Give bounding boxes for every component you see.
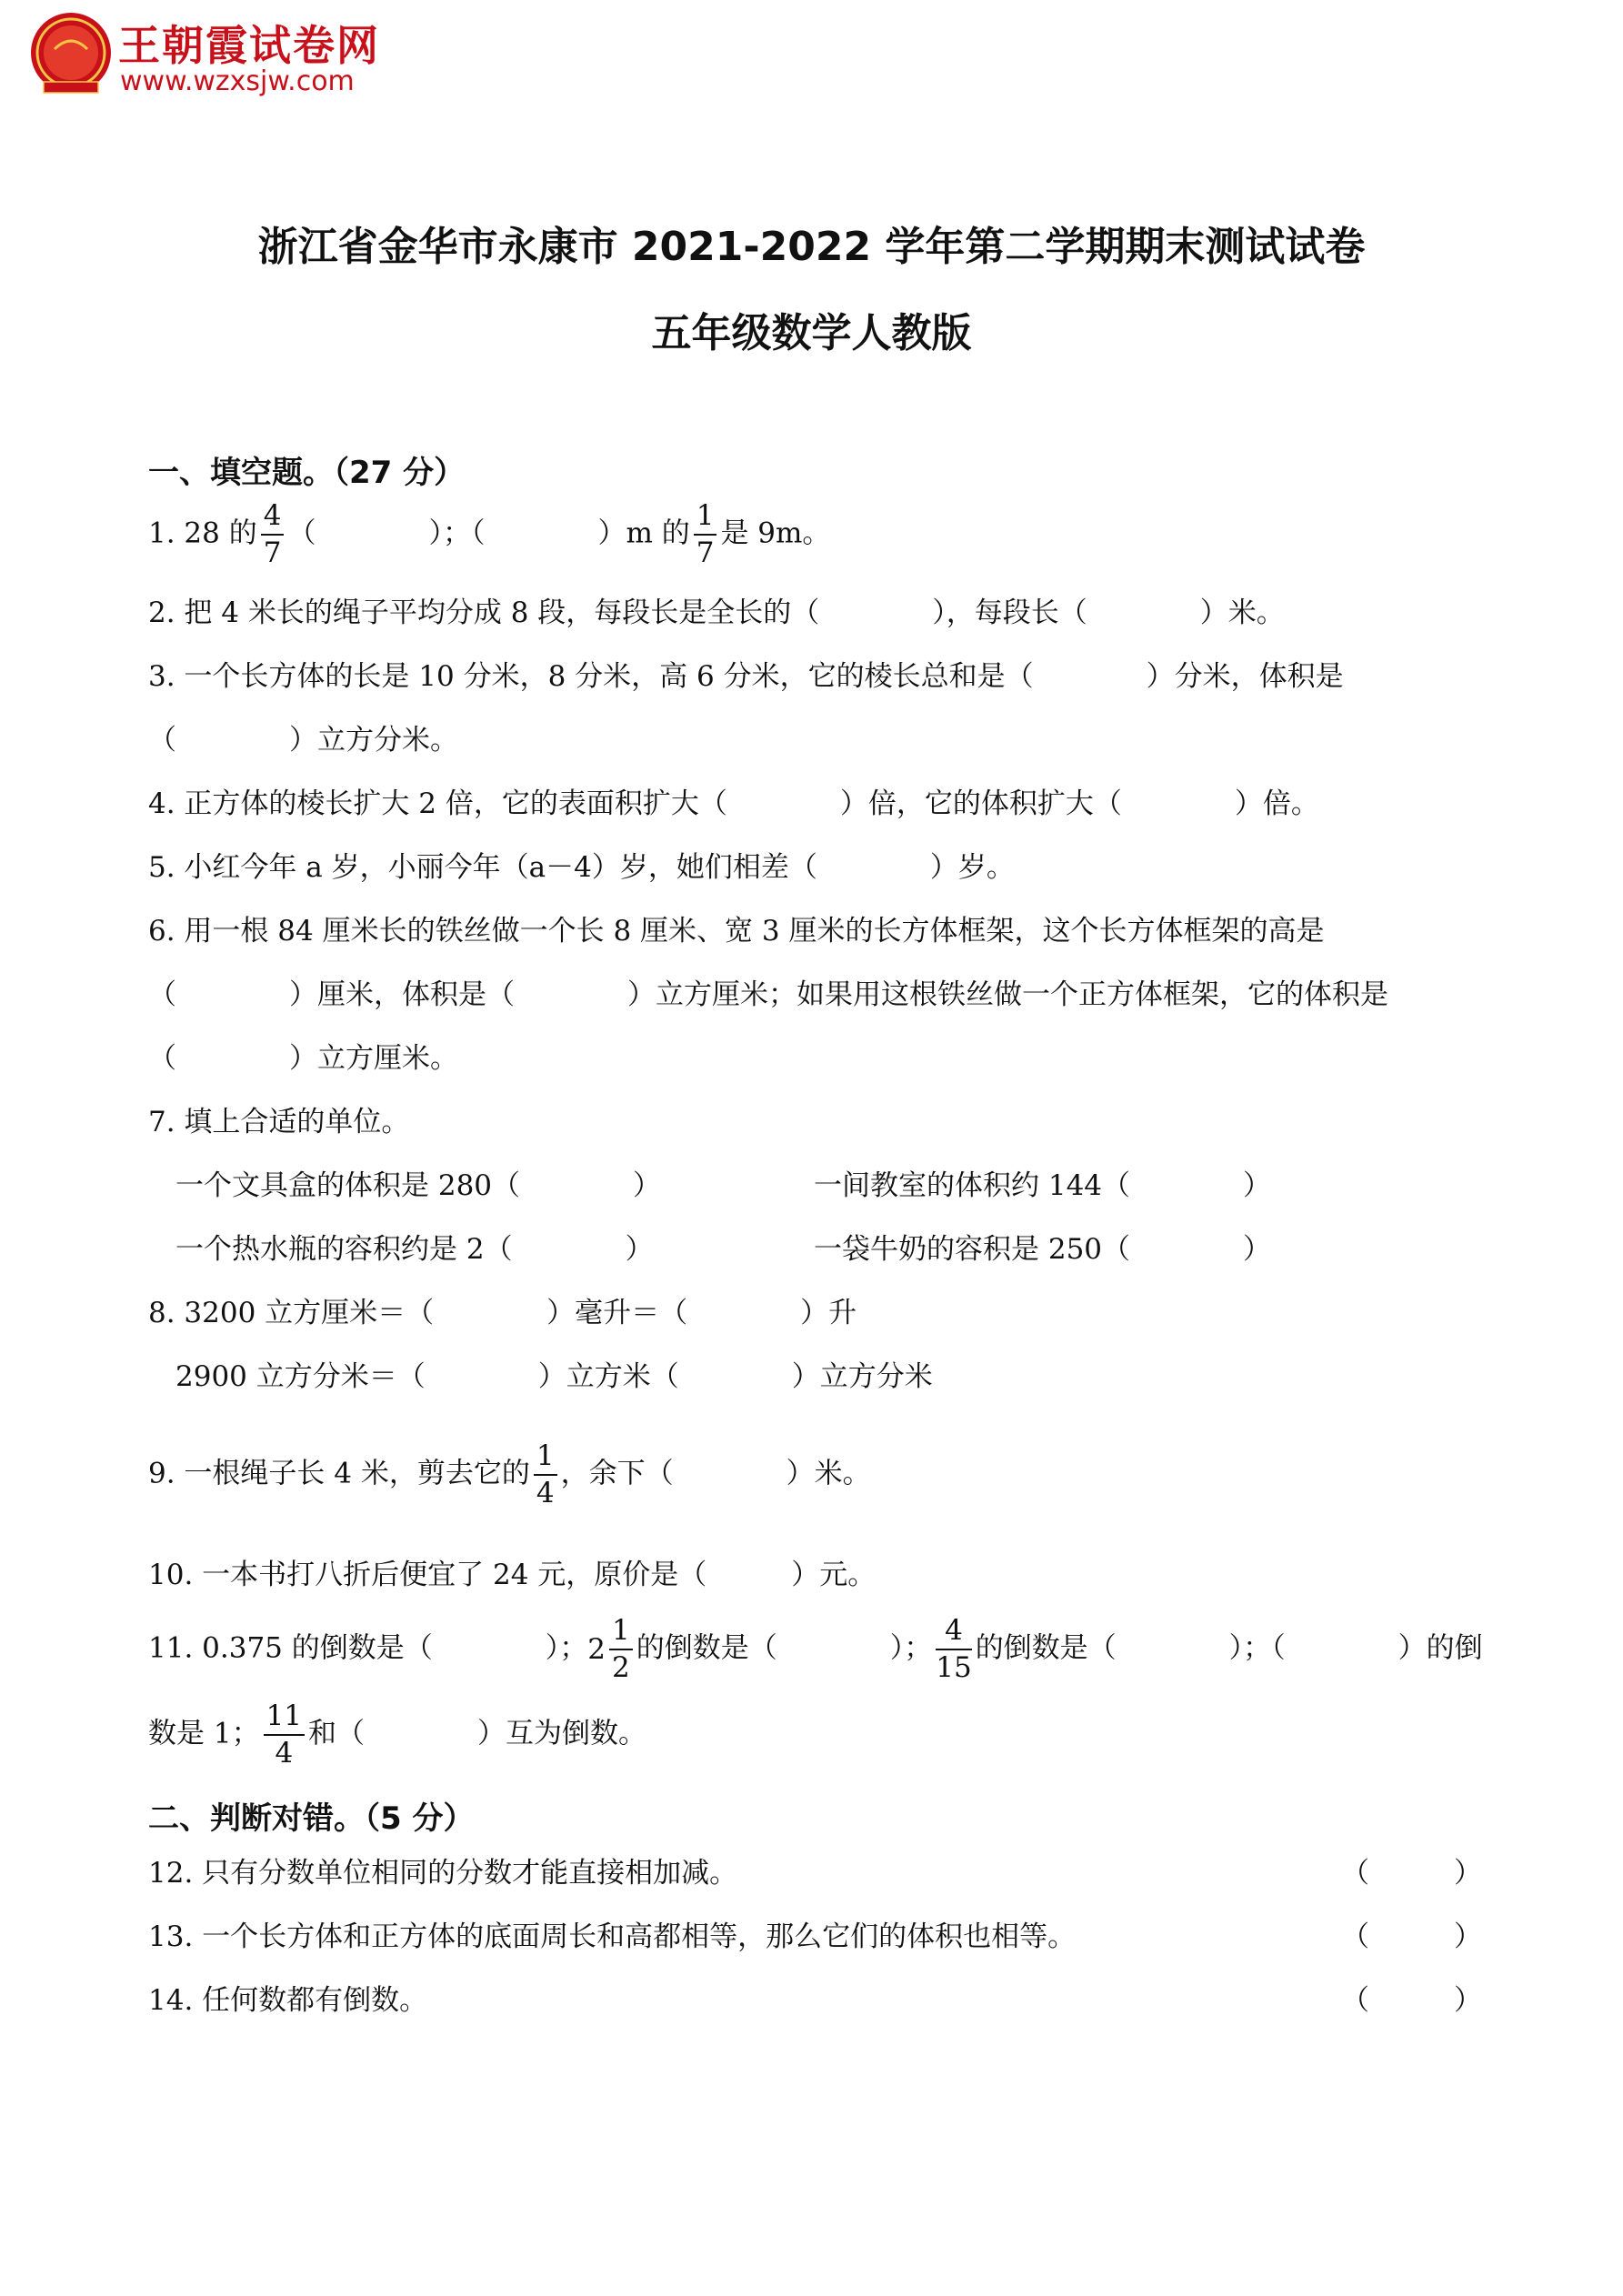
q11-f2-denominator: 15 — [936, 1651, 972, 1684]
question-7-item-b: 一间教室的体积约 144（ ） — [814, 1169, 1272, 1202]
question-7-item-d: 一袋牛奶的容积是 250（ ） — [814, 1233, 1272, 1266]
question-3-line-1: 3. 一个长方体的长是 10 分米，8 分米，高 6 分米，它的棱长总和是（ ）分米，体积是 — [148, 660, 1344, 693]
q11-text-c: 的倒数是（ ）；（ ）的倒 — [975, 1631, 1483, 1665]
q1-text-c: 是 9m。 — [720, 516, 831, 550]
q9-numerator: 1 — [534, 1442, 557, 1476]
q9-denominator: 4 — [536, 1477, 555, 1509]
q1-text-a: 1. 28 的 — [148, 516, 257, 550]
q9-text-a: 9. 一根绳子长 4 米，剪去它的 — [148, 1457, 530, 1490]
question-5: 5. 小红今年 a 岁，小丽今年（a－4）岁，她们相差（ ）岁。 — [148, 851, 1015, 884]
question-7-item-a: 一个文具盒的体积是 280（ ） — [175, 1169, 662, 1202]
q11-mixed-fraction — [609, 1614, 633, 1684]
q11-mixed-number — [587, 1614, 636, 1684]
question-9 — [148, 1439, 871, 1509]
question-8-line-1: 8. 3200 立方厘米＝（ ）毫升＝（ ）升 — [148, 1297, 857, 1329]
q11-text-e: 和（ ）互为倒数。 — [308, 1717, 647, 1750]
question-6-line-3: （ ）立方厘米。 — [148, 1042, 458, 1075]
q11-mixed-numerator: 1 — [609, 1617, 633, 1650]
q1-f1-numerator: 4 — [261, 502, 285, 536]
question-14-answer-box[interactable]: （ ） — [1341, 1984, 1482, 2017]
q9-text-b: ，余下（ ）米。 — [560, 1457, 871, 1490]
site-logo — [27, 11, 427, 102]
question-12-answer-box[interactable]: （ ） — [1341, 1857, 1482, 1890]
exam-title: 浙江省金华市永康市 2021-2022 学年第二学期期末测试试卷 — [257, 224, 1366, 270]
section-judge-heading: 二、判断对错。（5 分） — [148, 1800, 475, 1837]
question-11-line-2 — [148, 1699, 647, 1770]
q11-f2-numerator: 4 — [936, 1617, 971, 1650]
question-6-line-1: 6. 用一根 84 厘米长的铁丝做一个长 8 厘米、宽 3 厘米的长方体框架，这个长方体框架的高是 — [148, 915, 1325, 947]
seal-logo-icon — [27, 11, 118, 102]
question-14: 14. 任何数都有倒数。 — [148, 1984, 428, 2017]
section-fill-heading: 一、填空题。（27 分） — [148, 455, 466, 491]
q11-mixed-whole: 2 — [587, 1633, 606, 1666]
q11-text-a: 11. 0.375 的倒数是（ ）； — [148, 1631, 588, 1665]
question-12: 12. 只有分数单位相同的分数才能直接相加减。 — [148, 1857, 738, 1890]
question-1 — [148, 499, 831, 569]
question-10: 10. 一本书打八折后便宜了 24 元，原价是（ ）元。 — [148, 1559, 877, 1591]
question-7-item-c: 一个热水瓶的容积约是 2（ ） — [175, 1233, 654, 1266]
question-6-line-2: （ ）厘米，体积是（ ）立方厘米；如果用这根铁丝做一个正方体框架，它的体积是 — [148, 978, 1388, 1011]
q11-fraction-2 — [936, 1614, 972, 1684]
q11-text-b: 的倒数是（ ）； — [636, 1631, 933, 1665]
brand-name: 王朝霞试卷网 — [118, 21, 380, 70]
question-4: 4. 正方体的棱长扩大 2 倍，它的表面积扩大（ ）倍，它的体积扩大（ ）倍。 — [148, 787, 1319, 820]
q1-fraction-2 — [694, 499, 717, 569]
q1-f1-denominator: 7 — [263, 536, 282, 569]
question-8-line-2: 2900 立方分米＝（ ）立方米（ ）立方分米 — [175, 1360, 933, 1393]
exam-subtitle: 五年级数学人教版 — [651, 310, 972, 356]
question-7-stem: 7. 填上合适的单位。 — [148, 1106, 410, 1138]
brand-url[interactable]: www.wzxsjw.com — [120, 65, 355, 97]
q1-text-b: （ ）；（ ）m 的 — [287, 516, 690, 550]
q1-f2-denominator: 7 — [696, 536, 715, 569]
q11-f3-denominator: 4 — [275, 1737, 294, 1770]
q1-f2-numerator: 1 — [694, 502, 717, 536]
q11-mixed-denominator: 2 — [612, 1651, 630, 1684]
question-3-line-2: （ ）立方分米。 — [148, 724, 458, 757]
q11-text-d: 数是 1； — [148, 1717, 260, 1750]
q11-f3-numerator: 11 — [264, 1702, 305, 1736]
q1-fraction-1 — [261, 499, 285, 569]
question-2: 2. 把 4 米长的绳子平均分成 8 段，每段长是全长的（ ），每段长（ ）米。 — [148, 597, 1285, 629]
q11-fraction-3 — [264, 1699, 305, 1770]
q9-fraction — [534, 1439, 557, 1509]
question-11-line-1 — [148, 1614, 1483, 1684]
question-13: 13. 一个长方体和正方体的底面周长和高都相等，那么它们的体积也相等。 — [148, 1920, 1077, 1953]
question-13-answer-box[interactable]: （ ） — [1341, 1920, 1482, 1953]
